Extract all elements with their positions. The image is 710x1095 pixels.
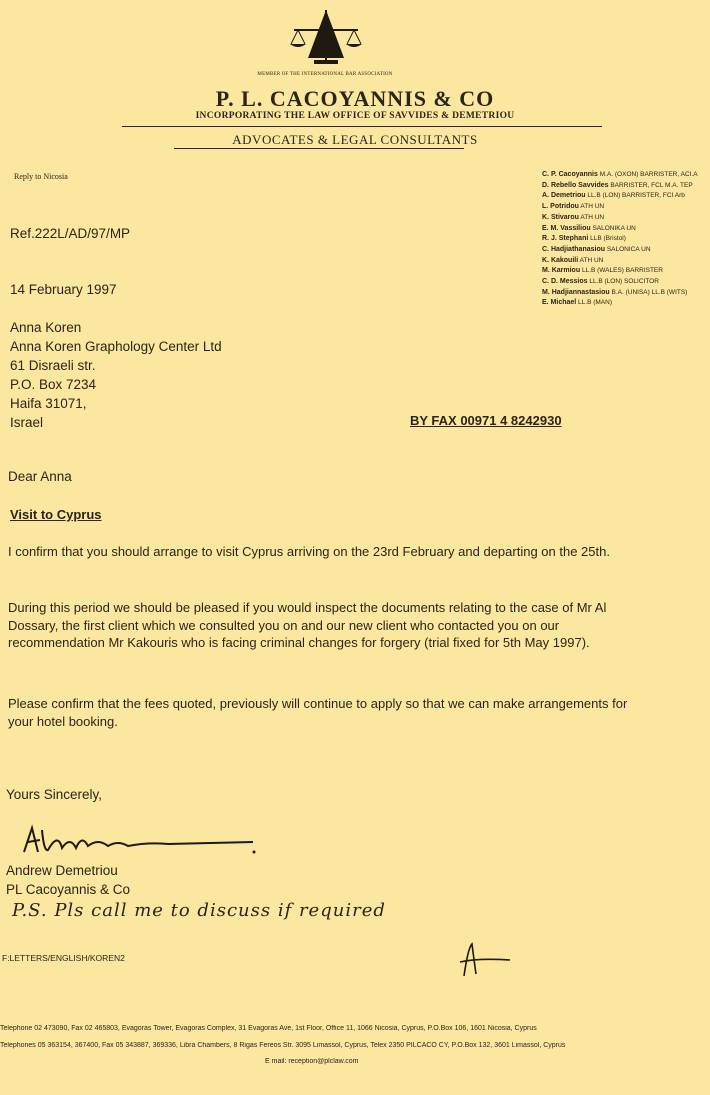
partner-entry: K. Stivarou ATH UN — [542, 213, 605, 221]
reference-number: Ref.222L/AD/97/MP — [10, 226, 131, 241]
handwritten-postscript: P.S. Pls call me to discuss if required — [12, 900, 386, 921]
partner-entry: C. P. Cacoyannis M.A. (OXON) BARRISTER, ACI.A — [542, 171, 698, 178]
signer-block — [6, 861, 130, 899]
file-reference: F:LETTERS/ENGLISH/KOREN2 — [2, 953, 125, 963]
letterhead-divider — [122, 126, 602, 127]
letterhead-divider — [174, 148, 464, 149]
partner-entry: A. Demetriou LL.B (LON) BARRISTER, FCI Arb — [542, 192, 685, 200]
body-paragraph: I confirm that you should arrange to visit Cyprus arriving on the 23rd February and departing on the 25th. — [8, 544, 610, 559]
partner-entry: L. Potridou ATH UN — [542, 203, 605, 211]
partner-entry: M. Karmiou LL.B (WALES) BARRISTER — [542, 267, 663, 275]
recipient-street: 61 Disraeli str. — [10, 358, 96, 373]
firm-name: P. L. CACOYANNIS & CO — [215, 86, 495, 111]
firm-subtitle: ADVOCATES & LEGAL CONSULTANTS — [232, 132, 478, 147]
subject-line: Visit to Cyprus — [10, 507, 102, 522]
footer-nicosia-address: Telephone 02 473090, Fax 02 465803, Evagoras Tower, Evagoras Complex, 31 Evagoras Ave, 1st Floor, Office 11, 1066 Nicosia, Cyprus, P.O.Box 106, 1601 Nicosia, Cyprus — [0, 1025, 537, 1032]
signer-firm: PL Cacoyannis & Co — [6, 882, 131, 897]
recipient-address — [10, 318, 222, 432]
recipient-company: Anna Koren Graphology Center Ltd — [10, 339, 222, 354]
signer-name: Andrew Demetriou — [6, 863, 118, 878]
body-paragraph: During this period we should be pleased if you would inspect the documents relating to the case of Mr Al Dossary, the first client which we consulted you on and our new client who contacted you on our recommendation Mr Kakouris who is facing criminal changes for forgery (trial fixed for 5th May 1997). — [8, 600, 607, 650]
partner-entry: E. M. Vassiliou SALONIKA UN — [542, 224, 636, 232]
recipient-country: Israel — [10, 415, 44, 430]
footer-limassol-address: Telephones 05 363154, 367400, Fax 05 343887, 369336, Libra Chambers, 8 Rigas Fereos Str. 3095 Limassol, Cyprus, Telex 2350 PILCACO CY, P.O.Box 132, 3601 Limassol, Cyprus — [0, 1042, 566, 1049]
incorporating-line: INCORPORATING THE LAW OFFICE OF SAVVIDES & DEMETRIOU — [195, 111, 515, 121]
partner-entry: D. Rebello Savvides BARRISTER, FCL M.A. TEP — [542, 181, 693, 189]
partner-entry: M. Hadjiannastasiou B.A. (UNISA) LL.B (WITS) — [542, 288, 688, 296]
recipient-city: Haifa 31071, — [10, 396, 87, 411]
scales-of-justice-logo — [288, 8, 364, 68]
partner-entry: K. Kakouili ATH UN — [542, 256, 604, 264]
letterhead-motto: MEMBER OF THE INTERNATIONAL BAR ASSOCIATION — [257, 72, 393, 77]
recipient-name: Anna Koren — [10, 320, 82, 335]
partner-entry: E. Michael LL.B (MAN) — [542, 299, 612, 307]
body-paragraph: Please confirm that the fees quoted, previously will continue to apply so that we can make arrangements for your hotel booking. — [8, 696, 628, 729]
handwritten-initial — [458, 940, 513, 980]
fax-number: BY FAX 00971 4 8242930 — [410, 413, 562, 428]
letter-date: 14 February 1997 — [10, 282, 117, 297]
partner-entry: C. D. Messios LL.B (LON) SOLICITOR — [542, 278, 659, 286]
reply-to: Reply to Nicosia — [14, 172, 68, 181]
footer-email: E mail: reception@plclaw.com — [265, 1058, 359, 1065]
closing: Yours Sincerely, — [6, 787, 103, 802]
salutation: Dear Anna — [8, 469, 72, 484]
recipient-po-box: P.O. Box 7234 — [10, 377, 97, 392]
partners-list — [542, 170, 710, 309]
partner-entry: C. Hadjiathanasiou SALONICA UN — [542, 245, 651, 253]
handwritten-signature — [18, 822, 258, 862]
partner-entry: R. J. Stephani LLB (Bristol) — [542, 235, 626, 243]
